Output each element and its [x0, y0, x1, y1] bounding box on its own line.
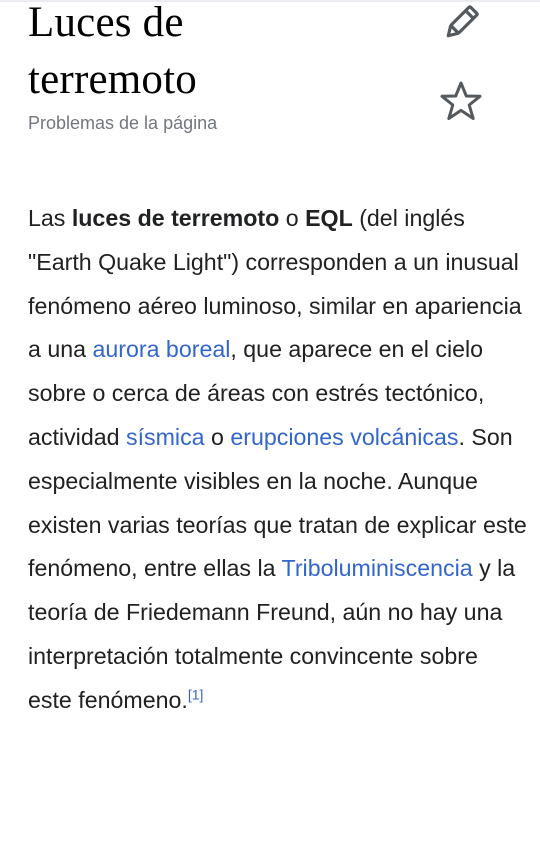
page-title-line-1: Luces de — [28, 0, 184, 46]
reference-link-1[interactable]: [1] — [187, 686, 204, 703]
link-aurora-boreal[interactable]: aurora boreal — [92, 336, 231, 363]
link-erupciones-volcanicas[interactable]: erupciones volcánicas — [230, 423, 459, 450]
page-issues-link[interactable]: Problemas de la página — [28, 113, 218, 133]
link-sismica[interactable]: sísmica — [125, 423, 205, 450]
article-lead-paragraph — [28, 197, 528, 723]
bold-term-luces: luces de terremoto — [71, 205, 280, 231]
text-run: Las — [28, 205, 72, 231]
article-header — [28, 0, 428, 134]
text-run: o — [204, 423, 231, 450]
text-run: , que aparece en el cielo sobre o cerca de áreas con estrés tectónico, actividad — [28, 336, 485, 450]
link-triboluminiscencia[interactable]: Triboluminiscencia — [281, 555, 473, 582]
text-run: . Son especialmente visibles en la noche. Aunque existen varias teorías que tratan de explicar este fenómeno, entre ellas la — [28, 423, 527, 582]
page-title-line-2: terremoto — [28, 56, 197, 103]
reference-superscript — [188, 686, 204, 702]
page-title — [28, 0, 428, 108]
bold-term-eql: EQL — [305, 205, 353, 231]
star-watch-icon[interactable] — [439, 80, 483, 122]
pencil-edit-icon[interactable] — [440, 2, 482, 44]
text-run: y la teoría de Friedemann Freund, aún no hay una interpretación totalmente convincente sobre este fenómeno. — [28, 555, 516, 713]
text-run: (del inglés "Earth Quake Light") corresponden a un inusual fenómeno aéreo luminoso, similar en apariencia a una — [28, 205, 522, 363]
text-run: o — [279, 205, 306, 231]
